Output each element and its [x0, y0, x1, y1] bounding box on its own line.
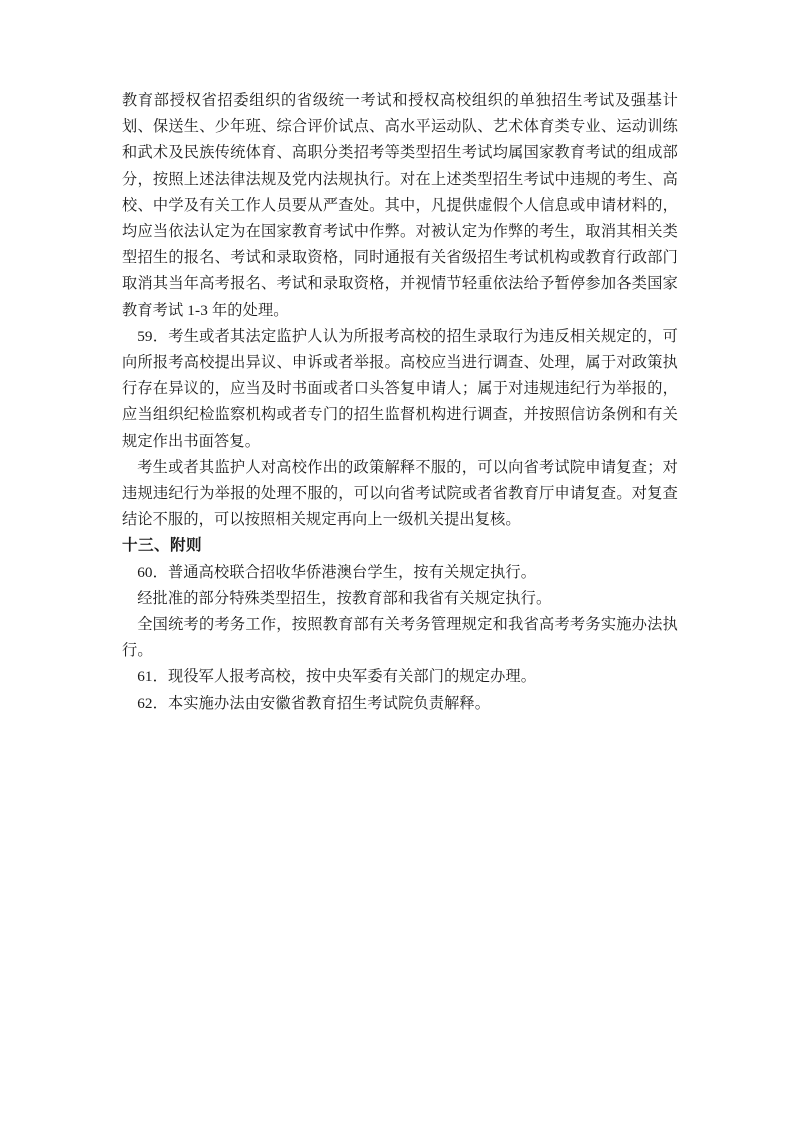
paragraph-item-60: 60．普通高校联合招收华侨港澳台学生，按有关规定执行。 [137, 563, 537, 581]
paragraph-item-60-sub2: 全国统考的考务工作，按照教育部有关考务管理规定和我省高考考务实施办法执行。 [122, 616, 678, 660]
document-body [122, 88, 678, 717]
paragraph-item-59-sub: 考生或者其监护人对高校作出的政策解释不服的，可以向省考试院申请复查；对违规违纪行为举报的处理不服的，可以向省考试院或者省教育厅申请复查。对复查结论不服的，可以按照相关规定再向上一级机关提出复核。 [122, 458, 678, 529]
paragraph-continued-58: 教育部授权省招委组织的省级统一考试和授权高校组织的单独招生考试及强基计划、保送生、少年班、综合评价试点、高水平运动队、艺术体育类专业、运动训练和武术及民族传统体育、高职分类招考等类型招生考试均属国家教育考试的组成部分，按照上述法律法规及党内法规执行。对在上述类型招生考试中违规的考生、高校、中学及有关工作人员要从严查处。其中，凡提供虚假个人信息或申请材料的，均应当依法认定为在国家教育考试中作弊。对被认定为作弊的考生，取消其相关类型招生的报名、考试和录取资格，同时通报有关省级招生考试机构或教育行政部门取消其当年高考报名、考试和录取资格，并视情节轻重依法给予暂停参加各类国家教育考试 1-3 年的处理。 [122, 92, 678, 319]
paragraph-item-61: 61．现役军人报考高校，按中央军委有关部门的规定办理。 [137, 668, 537, 686]
section-heading-13: 十三、附则 [122, 537, 202, 555]
paragraph-item-62: 62．本实施办法由安徽省教育招生考试院负责解释。 [137, 694, 491, 712]
paragraph-item-60-sub1: 经批准的部分特殊类型招生，按教育部和我省有关规定执行。 [137, 589, 552, 607]
paragraph-item-59: 59．考生或者其法定监护人认为所报考高校的招生录取行为违反相关规定的，可向所报考高校提出异议、申诉或者举报。高校应当进行调查、处理，属于对政策执行存在异议的，应当及时书面或者口头答复申请人；属于对违规违纪行为举报的，应当组织纪检监察机构或者专门的招生监督机构进行调查，并按照信访条例和有关规定作出书面答复。 [122, 327, 678, 450]
